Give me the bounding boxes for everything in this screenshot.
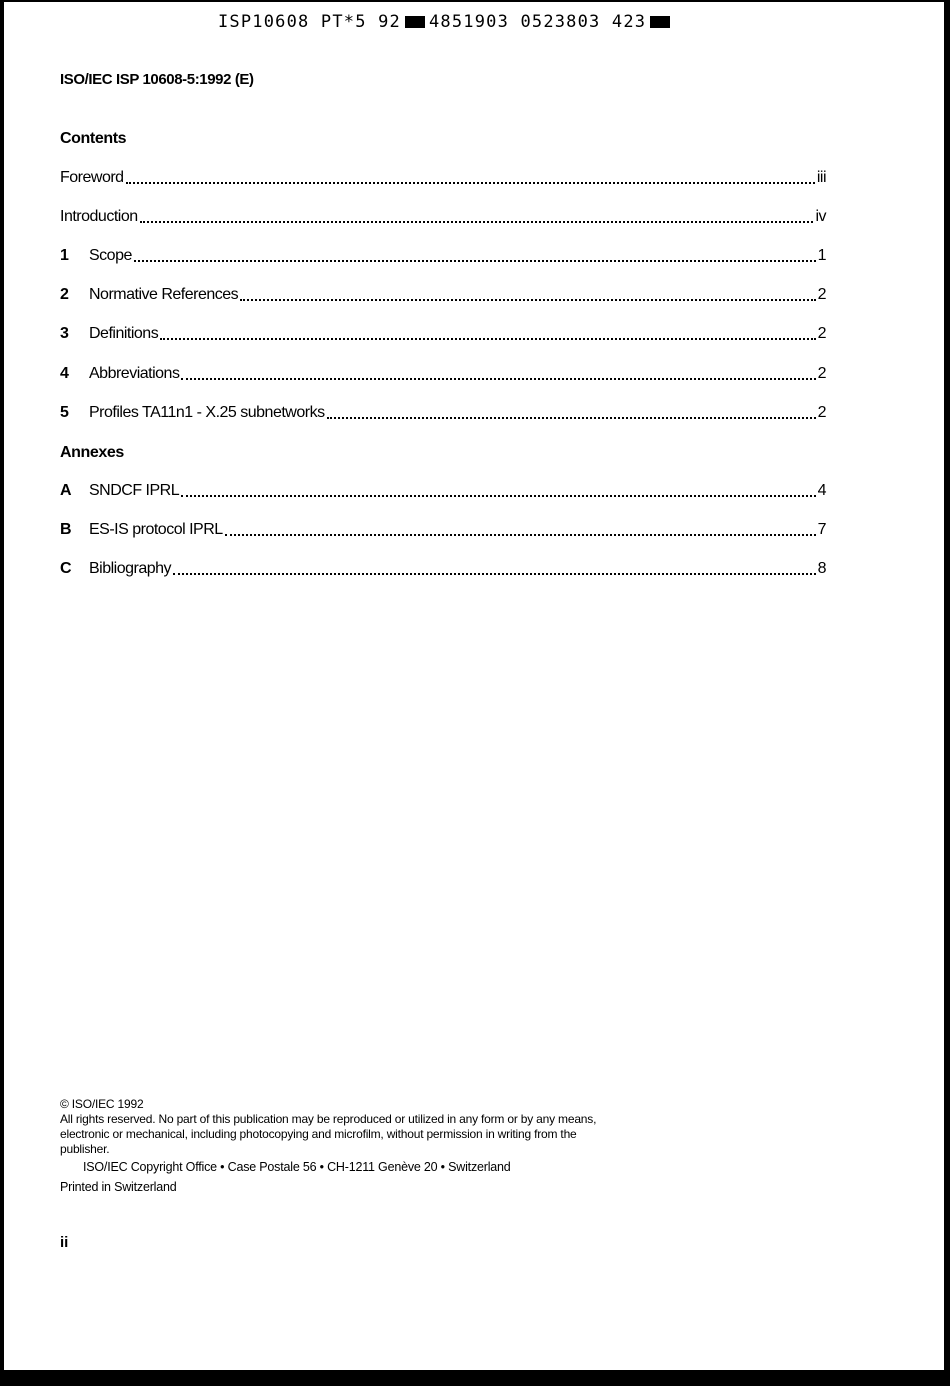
- toc-leader-dots: [225, 533, 816, 536]
- annex-entry-a[interactable]: [60, 482, 826, 502]
- annex-page: 8: [817, 560, 826, 577]
- toc-entry-scope[interactable]: [60, 247, 826, 267]
- toc-leader-dots: [140, 220, 814, 223]
- toc-leader-dots: [126, 181, 815, 184]
- scan-header: [218, 12, 674, 32]
- toc-title: Introduction: [60, 208, 138, 225]
- toc-number: 1: [60, 247, 69, 264]
- annex-entry-c[interactable]: [60, 560, 826, 580]
- toc-entry-abbreviations[interactable]: [60, 365, 826, 385]
- toc-page: 2: [817, 325, 826, 342]
- toc-leader-dots: [181, 494, 815, 497]
- toc-leader-dots: [181, 377, 815, 380]
- annex-letter: B: [60, 521, 72, 538]
- toc-page: iv: [815, 208, 826, 225]
- toc-entry-definitions[interactable]: [60, 325, 826, 345]
- toc-leader-dots: [173, 572, 816, 575]
- annex-title: ES-IS protocol IPRL: [89, 521, 223, 538]
- copyright-office: ISO/IEC Copyright Office • Case Postale 56 • CH-1211 Genève 20 • Switzerland: [83, 1160, 511, 1174]
- toc-page: 2: [817, 404, 826, 421]
- annex-title: SNDCF IPRL: [89, 482, 180, 499]
- printed-in: Printed in Switzerland: [60, 1180, 177, 1194]
- toc-number: 3: [60, 325, 69, 342]
- document-page: [4, 2, 944, 1370]
- annex-letter: A: [60, 482, 72, 499]
- toc-number: 4: [60, 365, 69, 382]
- toc-entry-foreword[interactable]: [60, 169, 826, 189]
- toc-title: Profiles TA11n1 - X.25 subnetworks: [89, 404, 325, 421]
- annex-letter: C: [60, 560, 72, 577]
- page-number: ii: [60, 1234, 69, 1251]
- toc-title: Foreword: [60, 169, 124, 186]
- toc-leader-dots: [160, 337, 815, 340]
- toc-page: iii: [816, 169, 826, 186]
- contents-heading: Contents: [60, 130, 127, 147]
- annex-title: Bibliography: [89, 560, 172, 577]
- copyright-notice: [60, 1097, 620, 1195]
- toc-title: Normative References: [89, 286, 239, 303]
- annex-page: 7: [817, 521, 826, 538]
- toc-page: 2: [817, 365, 826, 382]
- rights-statement: All rights reserved. No part of this publication may be reproduced or utilized in any form or by any means, electronic or mechanical, including photocopying and microfilm, without permission in writing from the publisher.: [60, 1112, 597, 1156]
- toc-entry-introduction[interactable]: [60, 208, 826, 228]
- toc-entry-profiles[interactable]: [60, 404, 826, 424]
- toc-title: Scope: [89, 247, 132, 264]
- toc-leader-dots: [134, 259, 816, 262]
- toc-leader-dots: [240, 298, 815, 301]
- toc-entry-normative-references[interactable]: [60, 286, 826, 306]
- toc-number: 5: [60, 404, 69, 421]
- copyright-line: © ISO/IEC 1992: [60, 1097, 144, 1111]
- toc-number: 2: [60, 286, 69, 303]
- document-id: ISO/IEC ISP 10608-5:1992 (E): [60, 71, 254, 88]
- annex-entry-b[interactable]: [60, 521, 826, 541]
- scan-block-2: [650, 16, 670, 28]
- scan-block-1: [405, 16, 425, 28]
- toc-page: 1: [817, 247, 826, 264]
- toc-title: Definitions: [89, 325, 159, 342]
- scan-header-right: 4851903 0523803 423: [428, 12, 647, 32]
- scan-header-left: ISP10608 PT*5 92: [218, 12, 401, 32]
- annex-page: 4: [817, 482, 826, 499]
- toc-leader-dots: [327, 416, 816, 419]
- toc-title: Abbreviations: [89, 365, 180, 382]
- toc-page: 2: [817, 286, 826, 303]
- annexes-heading: Annexes: [60, 444, 124, 461]
